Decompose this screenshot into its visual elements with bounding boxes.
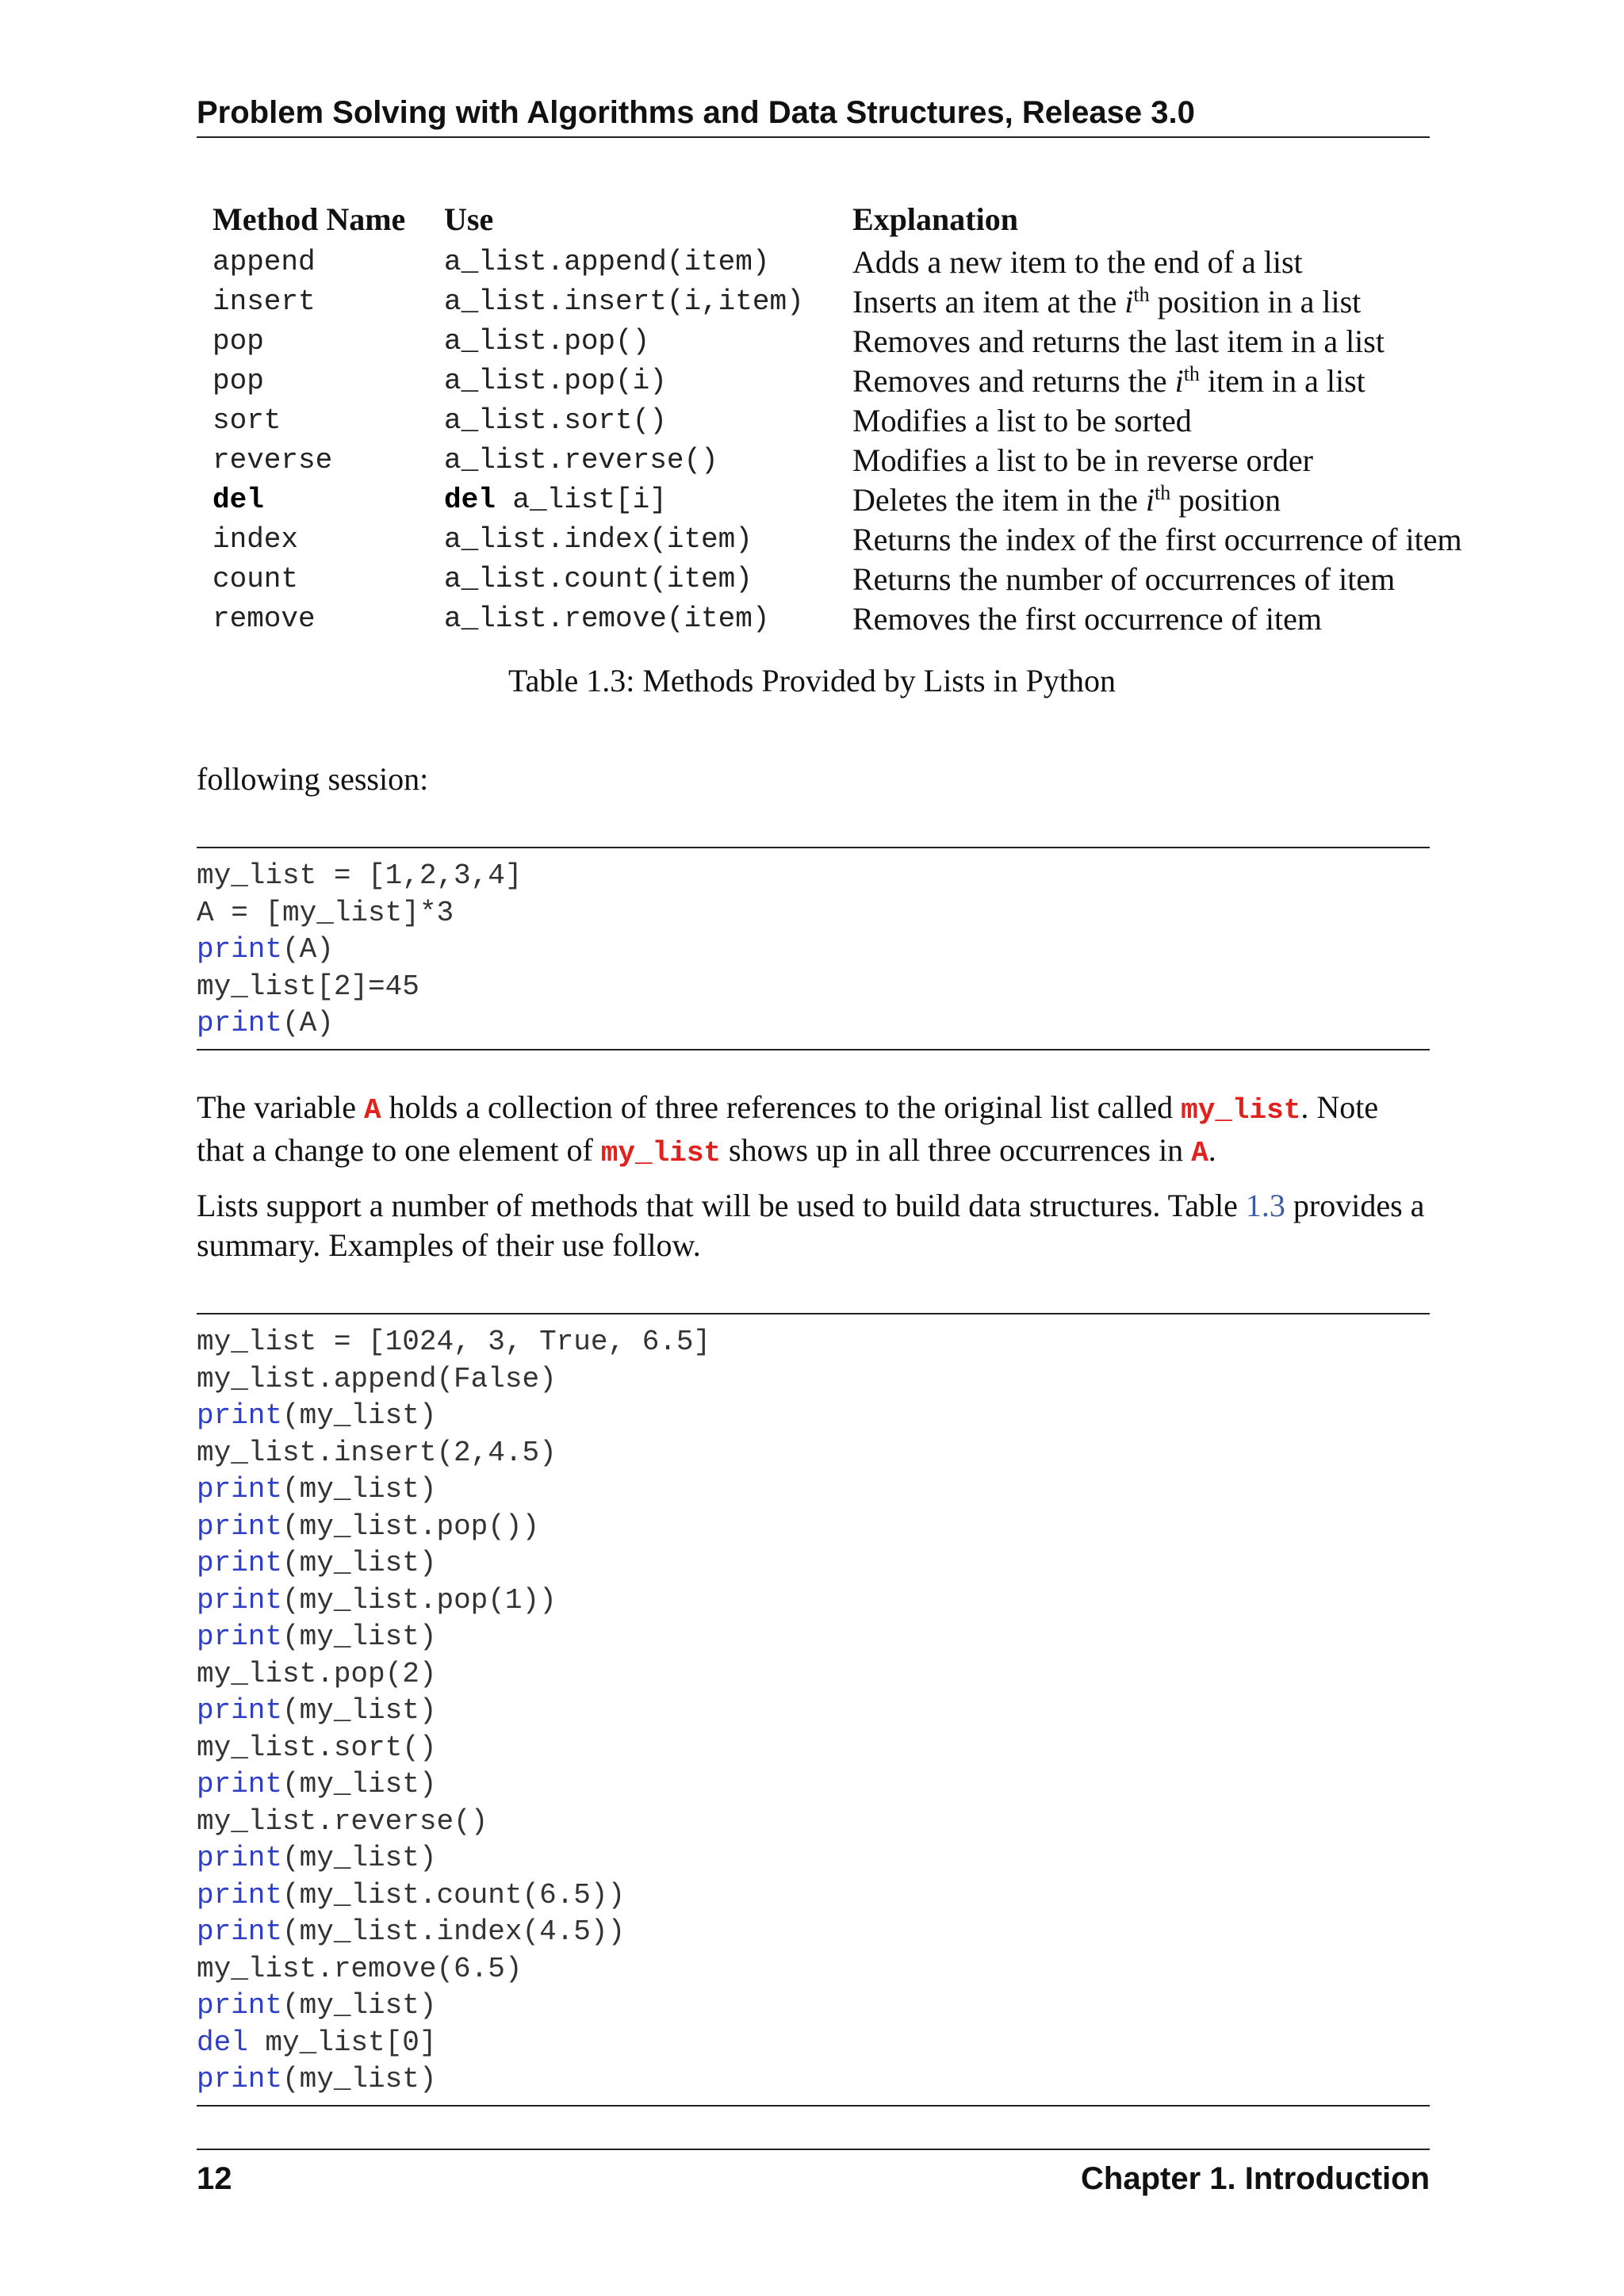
code-block-methods [197, 1313, 1430, 2107]
code-text: my_list = [1,2,3,4] [197, 859, 523, 892]
code-keyword: print [197, 933, 283, 966]
code-text: A = [my_list]*3 [197, 896, 454, 929]
code-keyword: print [197, 1768, 283, 1800]
table-row [197, 401, 1497, 441]
code-text: (my_list) [282, 1399, 437, 1432]
code-text: my_list[0] [247, 2026, 437, 2059]
code-keyword: print [197, 1842, 283, 1874]
math-variable: i [1124, 284, 1134, 320]
page-footer [197, 2149, 1430, 2209]
code-keyword: print [197, 1510, 283, 1543]
code-text: my_list = [1024, 3, True, 6.5] [197, 1326, 711, 1358]
code-keyword: print [197, 1473, 283, 1506]
code-text: my_list.remove(6.5) [197, 1952, 523, 1985]
code-keyword: print [197, 1007, 283, 1039]
inline-code: A [1191, 1137, 1208, 1169]
explanation-text: position in a list [1149, 284, 1362, 320]
paragraph-text: The variable [197, 1089, 364, 1125]
code-line [197, 895, 1430, 932]
code-text: (my_list) [282, 1842, 437, 1874]
method-explanation [852, 282, 1361, 322]
math-variable: i [1145, 482, 1155, 518]
paragraph-text: Lists support a number of methods that will be used to build data structures. Table [197, 1188, 1246, 1223]
code-text: (my_list) [282, 1621, 437, 1653]
code-line [197, 1471, 1430, 1509]
explanation-text: Inserts an item at the [852, 284, 1125, 320]
code-line [197, 2061, 1430, 2099]
method-explanation: Removes and returns the last item in a list [852, 323, 1385, 359]
method-use: a_list.sort() [444, 404, 667, 437]
code-text: (A) [282, 933, 334, 966]
table-row [197, 322, 1497, 362]
column-header-explanation: Explanation [852, 201, 1018, 237]
ordinal-superscript: th [1183, 362, 1200, 385]
explanation-text: position [1170, 482, 1281, 518]
code-line [197, 1361, 1430, 1399]
table-row [197, 362, 1497, 401]
paragraph-references [197, 1088, 1430, 1173]
code-text: (my_list) [282, 1768, 437, 1800]
code-line [197, 1619, 1430, 1656]
code-line [197, 1804, 1430, 1841]
code-text: my_list.sort() [197, 1731, 437, 1764]
code-line [197, 1730, 1430, 1767]
table-row [197, 243, 1497, 282]
code-line [197, 1766, 1430, 1804]
code-keyword: print [197, 2063, 283, 2095]
code-text: (my_list.index(4.5)) [282, 1915, 626, 1948]
paragraph-text: . Note that a change to one element of [197, 1089, 1379, 1168]
code-line [197, 1582, 1430, 1620]
code-text: my_list[2]=45 [197, 970, 419, 1003]
table-row [197, 560, 1497, 599]
code-text: my_list.insert(2,4.5) [197, 1436, 557, 1469]
table-row [197, 520, 1497, 560]
explanation-text: Removes and returns the [852, 363, 1175, 399]
code-text: (A) [282, 1007, 334, 1039]
code-text: (my_list.pop()) [282, 1510, 540, 1543]
code-line [197, 1545, 1430, 1582]
table-row [197, 480, 1497, 520]
method-use: a_list.pop(i) [444, 365, 667, 397]
method-use: a_list.reverse() [444, 444, 718, 476]
code-block-session [197, 847, 1430, 1050]
intro-text: following session: [197, 761, 429, 797]
table-row [197, 441, 1497, 480]
code-line [197, 2025, 1430, 2062]
code-keyword: print [197, 1915, 283, 1948]
code-keyword: del [197, 2026, 248, 2059]
code-keyword: print [197, 1989, 283, 2022]
code-line [197, 1914, 1430, 1951]
code-text: (my_list) [282, 1694, 437, 1727]
explanation-text: Deletes the item in the [852, 482, 1146, 518]
code-line [197, 1840, 1430, 1877]
table-row [197, 599, 1497, 639]
method-name: sort [213, 404, 282, 437]
column-header-use: Use [444, 201, 494, 237]
method-explanation: Adds a new item to the end of a list [852, 244, 1303, 280]
code-text: (my_list.pop(1)) [282, 1583, 557, 1617]
method-name: count [213, 563, 299, 595]
code-line [197, 1693, 1430, 1730]
page-header [197, 89, 1430, 138]
method-name: pop [213, 325, 264, 358]
code-line [197, 1951, 1430, 1988]
code-line [197, 1324, 1430, 1361]
code-line [197, 1877, 1430, 1915]
paragraph-text: provides a summary. Examples of their use follow. [197, 1188, 1425, 1263]
method-explanation: Removes the first occurrence of item [852, 601, 1322, 637]
method-use: a_list.remove(item) [444, 603, 770, 635]
code-text: (my_list) [282, 1989, 437, 2022]
code-line [197, 1988, 1430, 2025]
code-text: my_list.reverse() [197, 1804, 488, 1838]
code-line [197, 1005, 1430, 1043]
paragraph-methods-summary [197, 1186, 1430, 1265]
code-keyword: print [197, 1621, 283, 1653]
methods-table [197, 197, 1497, 639]
code-text: (my_list) [282, 2063, 437, 2095]
code-keyword: print [197, 1878, 283, 1911]
running-title: Problem Solving with Algorithms and Data Structures, Release 3.0 [197, 95, 1195, 130]
method-name: del [213, 484, 264, 516]
method-use: a_list.insert(i,item) [444, 285, 804, 318]
method-use-rest: a_list[i] [495, 484, 667, 516]
explanation-text: item in a list [1199, 363, 1365, 399]
table-caption: Table 1.3: Methods Provided by Lists in Python [508, 663, 1116, 698]
code-text: (my_list.count(6.5)) [282, 1878, 626, 1911]
method-name: reverse [213, 444, 333, 476]
inline-code: my_list [600, 1137, 722, 1169]
method-explanation [852, 480, 1281, 520]
code-keyword: print [197, 1399, 283, 1432]
code-line [197, 858, 1430, 895]
paragraph-text: holds a collection of three references to the original list called [381, 1089, 1182, 1125]
ordinal-superscript: th [1155, 481, 1171, 504]
math-variable: i [1174, 363, 1184, 399]
method-explanation [852, 362, 1365, 401]
paragraph-text: . [1208, 1132, 1216, 1168]
method-name: insert [213, 285, 316, 318]
code-line [197, 1509, 1430, 1546]
code-text: my_list.pop(2) [197, 1657, 437, 1690]
method-explanation: Returns the number of occurrences of item [852, 561, 1396, 597]
code-line [197, 1656, 1430, 1693]
method-use: a_list.count(item) [444, 563, 753, 595]
code-line [197, 1398, 1430, 1435]
method-explanation: Modifies a list to be sorted [852, 403, 1192, 438]
column-header-method-name: Method Name [213, 201, 406, 237]
method-explanation: Modifies a list to be in reverse order [852, 442, 1313, 478]
del-keyword: del [444, 484, 496, 516]
method-use: a_list.index(item) [444, 523, 753, 556]
table-reference-link[interactable]: 1.3 [1245, 1188, 1285, 1223]
method-use: a_list.pop() [444, 325, 650, 358]
table-header-row [197, 197, 1497, 243]
method-name: index [213, 523, 299, 556]
code-text: (my_list) [282, 1473, 437, 1506]
method-name: pop [213, 365, 264, 397]
paragraph-text: shows up in all three occurrences in [721, 1132, 1192, 1168]
code-keyword: print [197, 1694, 283, 1727]
method-name: append [213, 246, 316, 278]
page-number: 12 [197, 2161, 232, 2196]
code-keyword: print [197, 1583, 283, 1617]
table-row [197, 282, 1497, 322]
method-use [444, 480, 667, 520]
ordinal-superscript: th [1133, 283, 1150, 306]
code-line [197, 932, 1430, 969]
method-explanation: Returns the index of the first occurrence of item [852, 522, 1462, 557]
method-name: remove [213, 603, 316, 635]
chapter-label: Chapter 1. Introduction [1081, 2161, 1430, 2196]
method-use: a_list.append(item) [444, 246, 770, 278]
code-line [197, 969, 1430, 1006]
code-line [197, 1435, 1430, 1472]
inline-code: my_list [1181, 1094, 1301, 1127]
code-text: (my_list) [282, 1547, 437, 1579]
code-text: my_list.append(False) [197, 1362, 557, 1395]
inline-code: A [364, 1094, 381, 1127]
code-keyword: print [197, 1547, 283, 1579]
